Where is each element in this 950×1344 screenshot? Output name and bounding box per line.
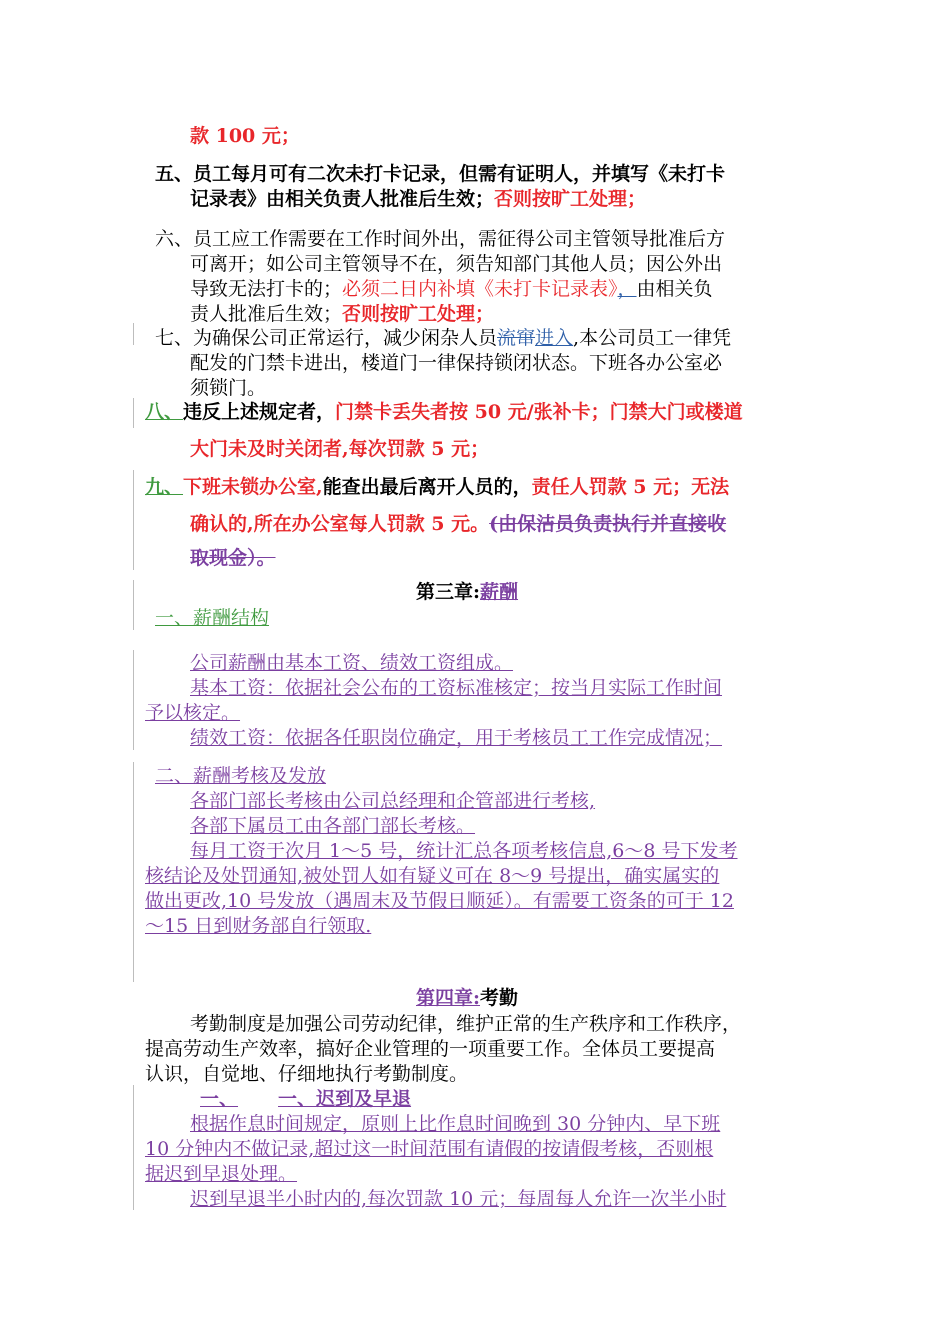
chapter3-p6-line2: 核结论及处罚通知,被处罚人如有疑义可在 8～9 号提出，确实属实的 [145,865,720,887]
art8-number: 八、 [145,401,184,423]
chapter4-intro-line1: 考勤制度是加强公司劳动纪律，维护正常的生产秩序和工作秩序， [190,1013,742,1035]
chapter3-p2-line1: 基本工资：依据社会公布的工资标准核定；按当月实际工作时间 [190,677,723,699]
chapter3-section2-heading: 二、薪酬考核及发放 [155,765,327,787]
chapter3-p6-line3: 做出更改,10 号发放（遇周末及节假日顺延）。有需要工资条的可于 12 [145,890,734,912]
art9-line1: 九、下班未锁办公室,能查出最后离开人员的，责任人罚款 5 元；无法 [145,476,730,498]
art9-line2: 确认的,所在办公室每人罚款 5 元。(由保洁员负责执行并直接收 [190,513,727,535]
art8-line2: 大门未及时关闭者,每次罚款 5 元； [190,438,490,460]
art7-line2: 配发的门禁卡进出，楼道门一律保持锁闭状态。下班各办公室必 [190,352,723,374]
art5-line2: 记录表》由相关负责人批准后生效；否则按旷工处理； [190,188,647,210]
change-bar [133,323,134,345]
art6-line4: 责人批准后生效；否则按旷工处理； [190,303,495,325]
art5-line1: 五、员工每月可有二次未打卡记录，但需有证明人，并填写《未打卡 [155,163,726,185]
chapter3-p4: 各部门部长考核由公司总经理和企管部进行考核, [190,790,596,812]
art6-line2: 可离开；如公司主管领导不在，须告知部门其他人员；因公外出 [190,253,723,275]
chapter4-intro-line3: 认识，自觉地、仔细地执行考勤制度。 [145,1063,469,1085]
chapter4-intro-line2: 提高劳动生产效率，搞好企业管理的一项重要工作。全体员工要提高 [145,1038,716,1060]
chapter3-p3: 绩效工资：依据各任职岗位确定，用于考核员工工作完成情况； [190,727,723,749]
change-bar [133,762,134,982]
art6-line3: 导致无法打卡的；必须二日内补填《未打卡记录表》，由相关负 [190,278,713,300]
chapter3-section1-heading: 一、薪酬结构 [155,607,270,629]
art7-line1: 七、为确保公司正常运行，减少闲杂人员流窜进入,本公司员工一律凭 [155,327,732,349]
change-bar [133,580,134,630]
art8-line1: 八、违反上述规定者，门禁卡丢失者按 50 元/张补卡；门禁大门或楼道 [145,401,743,423]
chapter4-p2-line1: 迟到早退半小时内的,每次罚款 10 元；每周每人允许一次半小时 [190,1188,727,1210]
chapter4-section1-heading: 一、 一、迟到及早退 [200,1088,412,1110]
change-bar [133,470,134,570]
chapter4-title: 第四章:考勤 [416,987,519,1009]
chapter4-p1-line3: 据迟到早退处理。 [145,1163,298,1185]
chapter3-p2-line2: 予以核定。 [145,702,241,724]
chapter4-p1-line1: 根据作息时间规定，原则上比作息时间晚到 30 分钟内、早下班 [190,1113,721,1135]
chapter3-title: 第三章:薪酬 [416,581,519,603]
chapter3-p6-line1: 每月工资于次月 1～5 号，统计汇总各项考核信息,6～8 号下发考 [190,840,738,862]
art6-line1: 六、员工应工作需要在工作时间外出，需征得公司主管领导批准后方 [155,228,726,250]
art9-line3: 取现金）。 [190,547,276,569]
chapter3-p1: 公司薪酬由基本工资、绩效工资组成。 [190,652,514,674]
art7-line3: 须锁门。 [190,377,267,399]
change-bar [133,1085,134,1210]
art9-number: 九、 [145,476,184,498]
change-bar [133,650,134,750]
change-bar [133,398,134,428]
art4-fine-continuation: 款 100 元； [190,125,300,147]
chapter3-p6-line4: ～15 日到财务部自行领取. [145,915,372,937]
chapter3-p5: 各部下属员工由各部门部长考核。 [190,815,476,837]
chapter4-p1-line2: 10 分钟内不做记录,超过这一时间范围有请假的按请假考核，否则根 [145,1138,714,1160]
